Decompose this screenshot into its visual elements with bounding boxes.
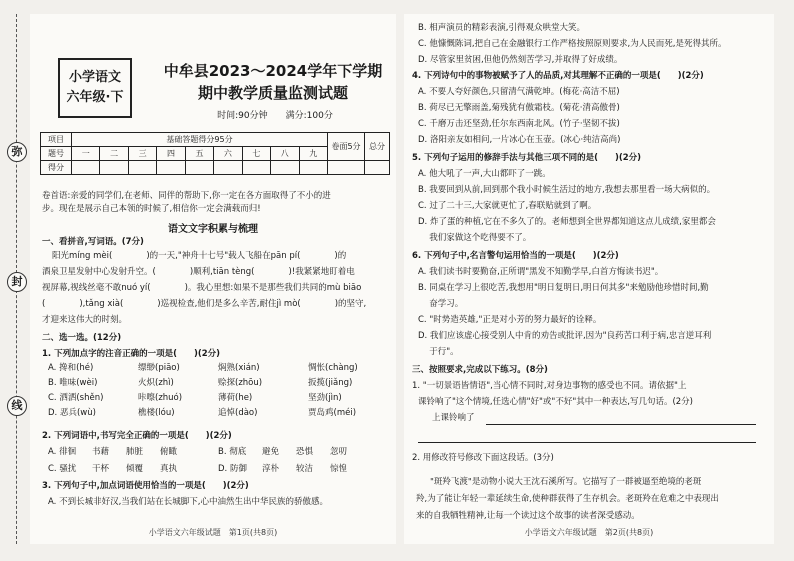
q6-option-d[interactable]: D. 我们应该虚心接受别人中肯的劝告或批评,因为"良药苦口利于病,忠言逆耳利 (418, 331, 712, 341)
q3-2-passage (416, 474, 768, 525)
score-col: 一 (72, 147, 100, 161)
q6-option-c[interactable]: C. "时势造英雄,"正是对小芳的努力最好的诠释。 (418, 315, 602, 325)
q1-line: 视屏幕,视线丝毫不敢nuó yí( )。我心里想:如果不是那些我们共同的mù biāo (42, 283, 362, 293)
q1-line: ( ),tǎng xià( )巡视检查,他们是多么辛苦,耐住jì mò( )的坚守, (42, 299, 367, 309)
score-cell[interactable] (271, 161, 299, 175)
preface-line: 步。现在是展示自己本领的时候了,相信你一定会满载而归! (42, 204, 261, 214)
q6-option-d-cont: 于行"。 (418, 347, 459, 357)
option-word: 俯瞰 (160, 447, 178, 457)
q2-2-options (48, 446, 364, 476)
score-col: 四 (157, 147, 185, 161)
score-cell[interactable] (328, 161, 365, 175)
q2-3-option-c[interactable]: C. 他慷慨陈词,把自己在金融银行工作严格按照原则要求,为人民而死,是死得其所。 (418, 39, 727, 49)
option-word: 樵楼(lóu) (138, 408, 175, 418)
passage-line: "斑羚飞渡"是动物小说大王沈石溪所写。它描写了一群被逼至绝境的老斑 (430, 477, 702, 487)
exam-title-line-2: 期中教学质量监测试题 (197, 84, 348, 102)
score-table-basic: 基础答题得分95分 (72, 133, 328, 147)
option-word: 淳朴 (262, 464, 280, 474)
exam-meta: 时间:90分钟 满分:100分 (217, 111, 333, 121)
subject-label: 小学语文 (68, 70, 121, 85)
q3-1-answer-line[interactable] (486, 424, 756, 425)
score-col: 六 (214, 147, 242, 161)
q6-option-a[interactable]: A. 我们读书时要勤奋,正所谓"黑发不知勤学早,白首方悔读书迟"。 (418, 267, 664, 277)
score-col: 七 (242, 147, 270, 161)
option-word: 惊惶 (330, 464, 348, 474)
option-word: 贾岛鸡(méi) (308, 408, 357, 418)
q3-1-stem: 1. "一切景语皆情语",当心情不同时,对身边事物的感受也不同。请依据"上 (412, 381, 687, 391)
q4-option-b[interactable]: B. 荷尽已无擎雨盖,菊残犹有傲霜枝。(菊花·清高傲骨) (418, 103, 620, 113)
option[interactable]: C. 骚扰 (48, 464, 77, 474)
score-cell[interactable] (365, 161, 390, 175)
q4-option-a[interactable]: A. 不要人夸好颜色,只留清气满乾坤。(梅花·高洁不屈) (418, 87, 620, 97)
score-cell[interactable] (72, 161, 100, 175)
q2-3-stem: 3. 下列句子中,加点词语使用恰当的一项是( )(2分) (42, 481, 249, 491)
option-word: 较洁 (296, 464, 314, 474)
score-table-total: 总分 (365, 133, 390, 161)
score-cell[interactable] (299, 161, 328, 175)
option-word: 坚劲(jìn) (308, 393, 342, 403)
page-footer: 小学语文六年级试题 第1页(共8页) (148, 528, 278, 537)
score-table-row-label: 得分 (41, 161, 72, 175)
option[interactable]: B. 唯味(wèi) (48, 378, 98, 388)
exam-title (148, 60, 398, 104)
page-footer: 小学语文六年级试题 第2页(共8页) (524, 528, 654, 537)
option[interactable]: D. 防御 (218, 464, 247, 474)
score-table (40, 132, 390, 175)
score-cell[interactable] (242, 161, 270, 175)
score-col: 二 (100, 147, 128, 161)
exam-page-2 (404, 14, 774, 544)
seal-xian: 线 (7, 396, 27, 416)
score-table-row-label: 题号 (41, 147, 72, 161)
option-word: 避免 (262, 447, 280, 457)
exam-title-line-1: 中牟县2023～2024学年下学期 (163, 62, 383, 80)
option-word: 干杯 (92, 464, 110, 474)
q4-stem: 4. 下列诗句中的事物被赋予了人的品质,对其理解不正确的一项是( )(2分) (412, 71, 704, 81)
score-cell[interactable] (214, 161, 242, 175)
score-col: 八 (271, 147, 299, 161)
q6-stem: 6. 下列句子中,名言警句运用恰当的一项是( )(2分) (412, 251, 619, 261)
q2-3-option-b[interactable]: B. 相声演员的精彩表演,引得观众哄堂大笑。 (418, 23, 585, 33)
q3-1-stem-cont: 课铃响了"这个情境,任选心情"好"或"不好"其中一种表达,写几句话。(2分) (418, 397, 693, 407)
q3-1-answer-line[interactable] (418, 442, 756, 443)
q1-line: 酒泉卫星发射中心发射升空。( )顺利,tiān tèng( )!我紧紧地盯着电 (42, 267, 355, 277)
question-1-title: 一、看拼音,写词语。(7分) (42, 237, 144, 247)
option-word: 倾覆 (126, 464, 144, 474)
option-word: 追悼(dào) (218, 408, 258, 418)
q3-2-stem: 2. 用修改符号修改下面这段话。(3分) (412, 453, 554, 463)
option[interactable]: C. 洒洒(shěn) (48, 393, 104, 403)
q6-option-b[interactable]: B. 同桌在学习上很吃苦,我想用"明日复明日,明日何其多"来勉励他珍惜时间,勤 (418, 283, 709, 293)
question-2-title: 二、选一选。(12分) (42, 333, 122, 343)
q1-line: 阳光míng mèi( )的一天,"神舟十七号"载人飞船在pān pí( )的 (52, 251, 347, 261)
q5-stem: 5. 下列句子运用的修辞手法与其他三项不同的是( )(2分) (412, 153, 642, 163)
question-3-title: 三、按照要求,完成以下练习。(8分) (412, 365, 548, 375)
option-word: 缥缈(piāo) (138, 363, 180, 373)
option-word: 薄荷(he) (218, 393, 253, 403)
score-table-neat: 卷面5分 (328, 133, 365, 161)
option-word: 真执 (160, 464, 178, 474)
option-word: 扳揽(jiǎng) (308, 378, 353, 388)
seal-feng: 封 (7, 272, 27, 292)
q3-1-prompt: 上课铃响了 (432, 413, 475, 423)
q4-option-c[interactable]: C. 千磨万击还坚劲,任尔东西南北风。(竹子·坚韧不拔) (418, 119, 620, 129)
exam-page-1 (30, 14, 396, 544)
option-word: 书藉 (92, 447, 110, 457)
binding-margin (6, 14, 28, 544)
score-table-header: 项目 (41, 133, 72, 147)
q4-option-d[interactable]: D. 洛阳亲友如相问,一片冰心在玉壶。(冰心·纯洁高尚) (418, 135, 621, 145)
q1-line: 才迎来这伟大的时刻。 (42, 315, 128, 325)
option[interactable]: D. 恶兵(wù) (48, 408, 96, 418)
score-cell[interactable] (128, 161, 156, 175)
option[interactable]: A. 搀和(hé) (48, 363, 94, 373)
option-word: 惆怅(chàng) (308, 363, 358, 373)
score-cell[interactable] (185, 161, 213, 175)
option-word: 赊探(zhōu) (218, 378, 263, 388)
q2-1-stem: 1. 下列加点字的注音正确的一项是( )(2分) (42, 349, 221, 359)
passage-line: 来的自我牺牲精神,让每一个读过这个故事的读者深受感动。 (416, 511, 640, 521)
option[interactable]: B. 彻底 (218, 447, 247, 457)
q2-2-stem: 2. 下列词语中,书写完全正确的一项是( )(2分) (42, 431, 232, 441)
option-word: 焖熟(xián) (218, 363, 260, 373)
score-cell[interactable] (100, 161, 128, 175)
preface (42, 190, 388, 216)
q5-option-d[interactable]: D. 炸了蛋的种植,它在不多久了的。老师想到全世界都知道这点儿成绩,家里都会 (418, 217, 716, 227)
q5-option-b[interactable]: B. 我要回到从前,回到那个我小时候生活过的地方,我想去那里看一场大病似的。 (418, 185, 716, 195)
option-word: 咔嚓(zhuó) (138, 393, 183, 403)
q2-1-options (48, 362, 388, 420)
score-cell[interactable] (157, 161, 185, 175)
option-word: 恐惧 (296, 447, 314, 457)
score-col: 九 (299, 147, 328, 161)
option-word: 肺脏 (126, 447, 144, 457)
q2-3-option-d[interactable]: D. 尽管家里贫困,但他仍然刻苦学习,并取得了好成绩。 (418, 55, 623, 65)
q2-3-option-a[interactable]: A. 不到长城非好汉,当我们站在长城脚下,心中油然生出中华民族的骄傲感。 (48, 497, 328, 507)
option-word: 忽叨 (330, 447, 348, 457)
score-col: 五 (185, 147, 213, 161)
q6-option-b-cont: 奋学习。 (418, 299, 464, 309)
section-title: 语文文字积累与梳理 (168, 224, 258, 235)
q5-option-d-cont: 我们家做这个吃得要不了。 (418, 233, 532, 243)
passage-line: 羚,为了能让年轻一辈延续生命,使种群获得了生存机会。老斑羚在危难之中表现出 (416, 494, 719, 504)
q5-option-a[interactable]: A. 他大吼了一声,大山都吓了一跳。 (418, 169, 551, 179)
option[interactable]: A. 徘徊 (48, 447, 77, 457)
q5-option-c[interactable]: C. 过了二十三,大家就更忙了,春联贴就到了啊。 (418, 201, 597, 211)
preface-line: 卷首语:亲爱的同学们,在老师、同伴的帮助下,你一定在各方面取得了不小的进 (42, 191, 331, 201)
subject-box (58, 58, 132, 118)
grade-label: 六年级·下 (66, 90, 124, 105)
seal-mi: 弥 (7, 142, 27, 162)
option-word: 火炽(zhì) (138, 378, 174, 388)
score-col: 三 (128, 147, 156, 161)
